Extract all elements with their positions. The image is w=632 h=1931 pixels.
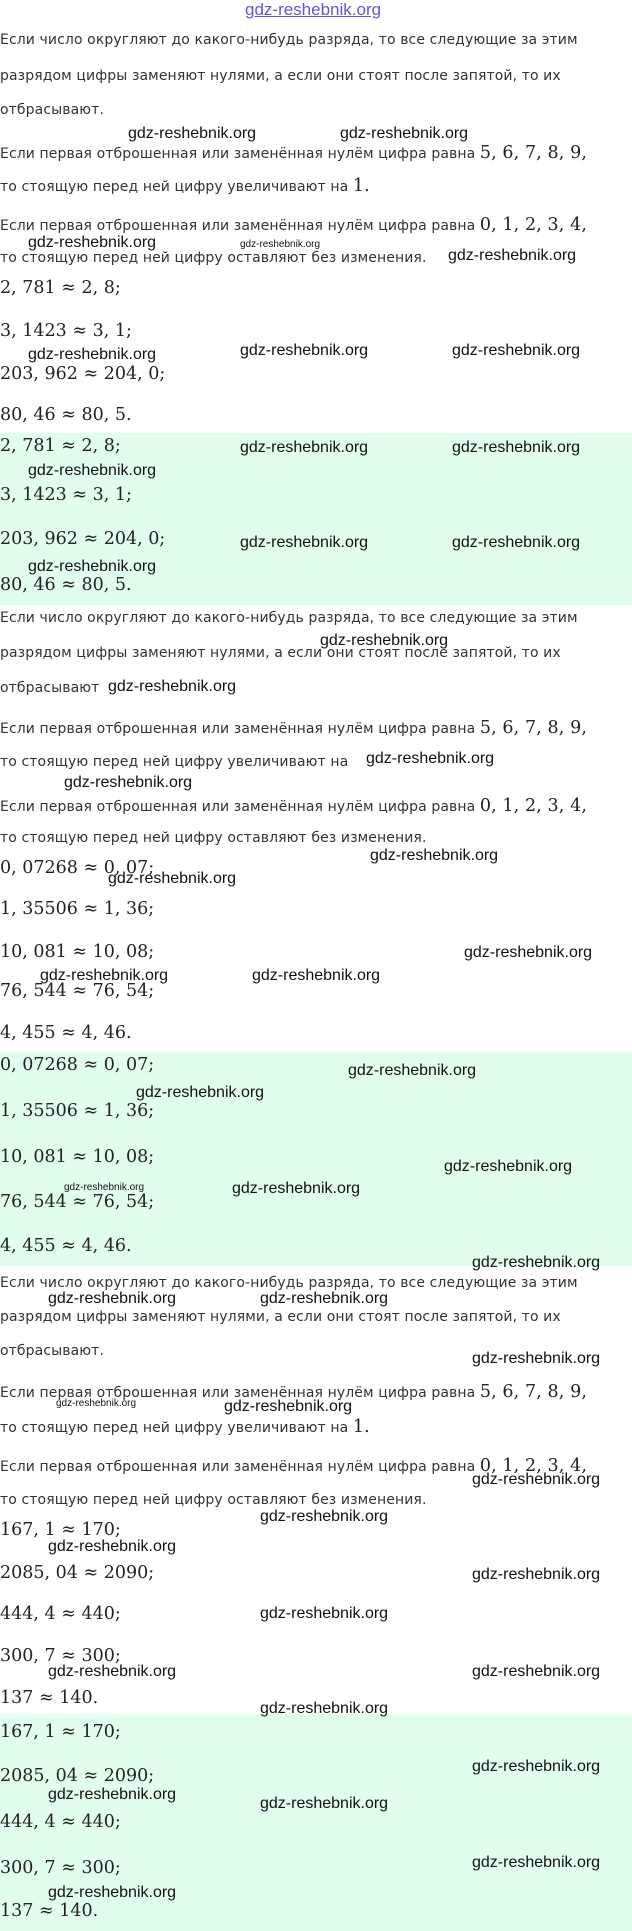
rule-text (0, 718, 587, 738)
rule-text: то стоящую перед ней цифру оставляют без изменения. (0, 1492, 427, 1508)
answer-line: 1, 35506 ≈ 1, 36; (0, 1101, 155, 1121)
watermark: gdz-reshebnik.org (260, 1290, 389, 1307)
watermark: gdz-reshebnik.org (464, 944, 593, 961)
answer-line: 2, 781 ≈ 2, 8; (0, 436, 121, 456)
rule-text-part: Если первая отброшенная или заменённая нулём цифра равна (0, 1385, 476, 1401)
watermark: gdz-reshebnik.org (232, 1180, 361, 1197)
digits-formula: 0, 1, 2, 3, 4, (479, 215, 587, 235)
watermark: gdz-reshebnik.org (472, 1566, 601, 1583)
watermark: gdz-reshebnik.org (370, 847, 499, 864)
watermark: gdz-reshebnik.org (240, 342, 369, 359)
math-line: 10, 081 ≈ 10, 08; (0, 942, 155, 962)
watermark: gdz-reshebnik.org (348, 1062, 477, 1079)
top-watermark[interactable]: gdz-reshebnik.org (245, 0, 382, 19)
watermark: gdz-reshebnik.org (472, 1663, 601, 1680)
watermark: gdz-reshebnik.org (260, 1795, 389, 1812)
math-line: 0, 07268 ≈ 0, 07; (0, 858, 155, 878)
watermark: gdz-reshebnik.org (472, 1254, 601, 1271)
digits-formula: 0, 1, 2, 3, 4, (479, 1456, 587, 1476)
watermark: gdz-reshebnik.org (28, 558, 157, 575)
watermark: gdz-reshebnik.org (108, 870, 237, 887)
watermark: gdz-reshebnik.org (240, 534, 369, 551)
answer-line: 444, 4 ≈ 440; (0, 1812, 121, 1832)
rule-text-part: Если первая отброшенная или заменённая нулём цифра равна (0, 721, 476, 737)
watermark: gdz-reshebnik.org (28, 346, 157, 363)
math-line: 137 ≈ 140. (0, 1688, 99, 1708)
watermark: gdz-reshebnik.org (452, 439, 581, 456)
math-line: 80, 46 ≈ 80, 5. (0, 405, 132, 425)
rule-text-part: Если первая отброшенная или заменённая нулём цифра равна (0, 1459, 476, 1475)
watermark: gdz-reshebnik.org (128, 125, 257, 142)
rule-text: отбрасывают. (0, 102, 104, 118)
math-line: 2085, 04 ≈ 2090; (0, 1563, 155, 1583)
watermark: gdz-reshebnik.org (224, 1398, 353, 1415)
watermark: gdz-reshebnik.org (366, 750, 495, 767)
watermark: gdz-reshebnik.org (320, 632, 449, 649)
watermark: gdz-reshebnik.org (48, 1786, 177, 1803)
watermark: gdz-reshebnik.org (472, 1471, 601, 1488)
answer-line: 137 ≈ 140. (0, 1901, 99, 1921)
rule-text: то стоящую перед ней цифру оставляют без изменения. (0, 830, 427, 846)
answer-line: 167, 1 ≈ 170; (0, 1722, 121, 1742)
digits-formula: 5, 6, 7, 8, 9, (479, 143, 587, 163)
answer-line: 203, 962 ≈ 204, 0; (0, 529, 166, 549)
math-line: 1, 35506 ≈ 1, 36; (0, 899, 155, 919)
rule-text (0, 796, 587, 816)
answer-line: 4, 455 ≈ 4, 46. (0, 1236, 132, 1256)
rule-text (0, 176, 370, 196)
watermark: gdz-reshebnik.org (240, 439, 369, 456)
watermark: gdz-reshebnik.org (28, 234, 157, 251)
watermark: gdz-reshebnik.org (40, 967, 169, 984)
rule-text (0, 143, 587, 163)
rule-text: отбрасывают (0, 680, 100, 696)
digits-formula: 0, 1, 2, 3, 4, (479, 796, 587, 816)
watermark: gdz-reshebnik.org (28, 462, 157, 479)
math-line: 167, 1 ≈ 170; (0, 1520, 121, 1540)
digits-formula: 5, 6, 7, 8, 9, (479, 1382, 587, 1402)
rule-text: то стоящую перед ней цифру оставляют без изменения. (0, 250, 427, 266)
watermark: gdz-reshebnik.org (56, 1398, 137, 1409)
watermark: gdz-reshebnik.org (240, 239, 321, 250)
watermark: gdz-reshebnik.org (472, 1758, 601, 1775)
math-line: 444, 4 ≈ 440; (0, 1604, 121, 1624)
rule-text: Если число округляют до какого-нибудь разряда, то все следующие за этим (0, 1275, 578, 1291)
rule-text-part: Если первая отброшенная или заменённая нулём цифра равна (0, 799, 476, 815)
rule-text-part: то стоящую перед ней цифру увеличивают на (0, 1420, 349, 1436)
rule-text-part: Если первая отброшенная или заменённая нулём цифра равна (0, 146, 476, 162)
math-line: 4, 455 ≈ 4, 46. (0, 1023, 132, 1043)
watermark: gdz-reshebnik.org (340, 125, 469, 142)
watermark: gdz-reshebnik.org (136, 1084, 265, 1101)
answer-line: 2085, 04 ≈ 2090; (0, 1766, 155, 1786)
rule-text: то стоящую перед ней цифру увеличивают на (0, 754, 349, 770)
watermark: gdz-reshebnik.org (472, 1350, 601, 1367)
watermark: gdz-reshebnik.org (260, 1508, 389, 1525)
watermark: gdz-reshebnik.org (452, 534, 581, 551)
answer-line: 3, 1423 ≈ 3, 1; (0, 485, 132, 505)
watermark: gdz-reshebnik.org (48, 1538, 177, 1555)
rule-text: разрядом цифры заменяют нулями, а если они стоят после запятой, то их (0, 645, 561, 661)
digit-formula: 1. (352, 1417, 370, 1437)
answer-line: 0, 07268 ≈ 0, 07; (0, 1055, 155, 1075)
answer-line: 300, 7 ≈ 300; (0, 1858, 121, 1878)
digit-formula: 1. (352, 176, 370, 196)
rule-text: Если число округляют до какого-нибудь разряда, то все следующие за этим (0, 610, 578, 626)
watermark: gdz-reshebnik.org (448, 247, 577, 264)
watermark: gdz-reshebnik.org (108, 678, 237, 695)
digits-formula: 5, 6, 7, 8, 9, (479, 718, 587, 738)
watermark: gdz-reshebnik.org (252, 967, 381, 984)
rule-text (0, 215, 587, 235)
answer-line: 76, 544 ≈ 76, 54; (0, 1192, 155, 1212)
watermark: gdz-reshebnik.org (444, 1158, 573, 1175)
watermark: gdz-reshebnik.org (260, 1700, 389, 1717)
rule-text-part: то стоящую перед ней цифру увеличивают на (0, 179, 349, 195)
answer-line: 10, 081 ≈ 10, 08; (0, 1147, 155, 1167)
watermark: gdz-reshebnik.org (64, 1182, 145, 1193)
rule-text-part: Если первая отброшенная или заменённая нулём цифра равна (0, 218, 476, 234)
rule-text: разрядом цифры заменяют нулями, а если они стоят после запятой, то их (0, 68, 561, 84)
math-line: 300, 7 ≈ 300; (0, 1646, 121, 1666)
rule-text: отбрасывают. (0, 1343, 104, 1359)
answer-line: 80, 46 ≈ 80, 5. (0, 575, 132, 595)
math-line: 76, 544 ≈ 76, 54; (0, 981, 155, 1001)
watermark: gdz-reshebnik.org (64, 774, 193, 791)
watermark: gdz-reshebnik.org (260, 1605, 389, 1622)
rule-text: Если число округляют до какого-нибудь разряда, то все следующие за этим (0, 32, 578, 48)
watermark: gdz-reshebnik.org (48, 1663, 177, 1680)
watermark: gdz-reshebnik.org (48, 1290, 177, 1307)
watermark: gdz-reshebnik.org (48, 1884, 177, 1901)
watermark: gdz-reshebnik.org (472, 1854, 601, 1871)
watermark: gdz-reshebnik.org (452, 342, 581, 359)
math-line: 3, 1423 ≈ 3, 1; (0, 321, 132, 341)
rule-text (0, 1417, 370, 1437)
math-line: 2, 781 ≈ 2, 8; (0, 278, 121, 298)
math-line: 203, 962 ≈ 204, 0; (0, 364, 166, 384)
rule-text: разрядом цифры заменяют нулями, а если они стоят после запятой, то их (0, 1309, 561, 1325)
